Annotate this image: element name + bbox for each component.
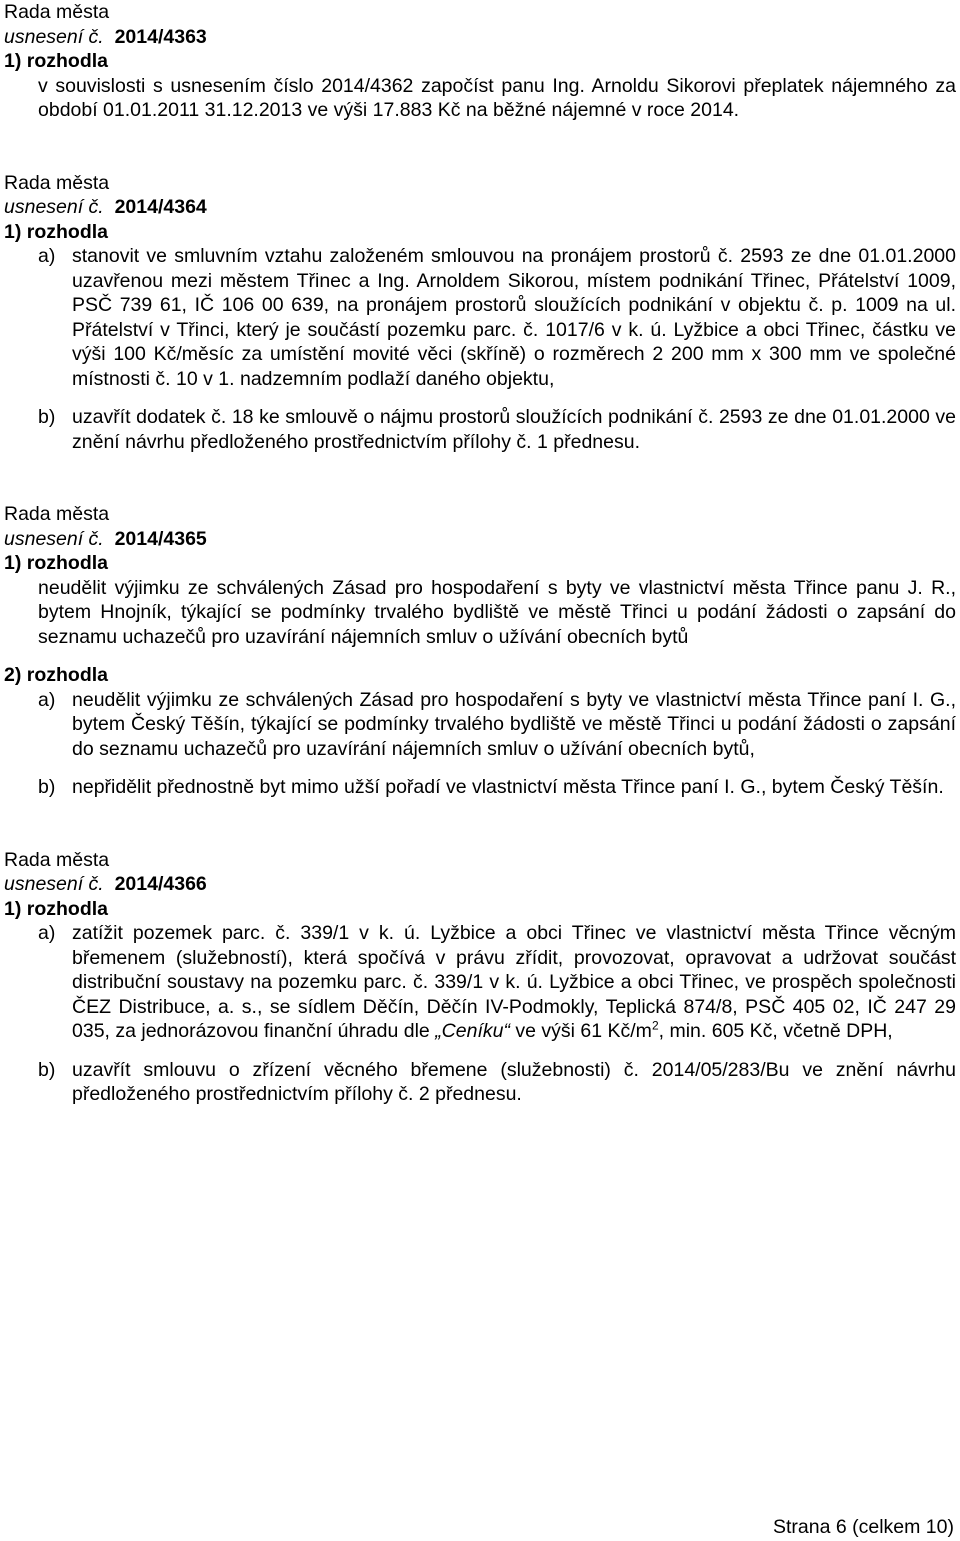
council-heading: Rada města (4, 503, 110, 525)
resolution-number-line (4, 872, 956, 897)
page-number-footer: Strana 6 (celkem 10) (773, 1516, 954, 1538)
item-text: uzavřít dodatek č. 18 ke smlouvě o nájmu prostorů sloužících podnikání č. 2593 ze dne 01.01.2000 ve znění návrhu předloženého prostřednictvím přílohy č. 1 přednesu. (72, 406, 956, 453)
resolution-label: usnesení č. (4, 196, 104, 218)
council-heading: Rada města (4, 171, 110, 194)
resolution-block (4, 502, 956, 800)
resolution-number: 2014/4363 (114, 25, 207, 48)
item-label: b) (38, 1058, 56, 1081)
resolution-label: usnesení č. (4, 873, 104, 895)
decision-heading: 1) rozhodla (4, 220, 109, 243)
resolution-number: 2014/4365 (114, 527, 207, 550)
decision-item-a (4, 244, 956, 391)
resolution-label: usnesení č. (4, 25, 104, 48)
resolution-block (4, 848, 956, 1107)
resolution-block (4, 0, 956, 123)
resolution-number: 2014/4366 (114, 873, 207, 895)
item-text: nepřidělit přednostně byt mimo užší pořadí ve vlastnictví města Třince paní I. G., bytem Český Těšín. (72, 776, 944, 798)
decision-item-b (4, 775, 956, 800)
resolution-number-line (4, 25, 956, 50)
item-label: a) (38, 688, 56, 711)
decision-item-a (4, 688, 956, 762)
decision-heading: 1) rozhodla (4, 552, 109, 574)
resolution-number-line (4, 527, 956, 552)
superscript: 2 (651, 1018, 659, 1033)
decision-text: v souvislosti s usnesením číslo 2014/4362 započíst panu Ing. Arnoldu Sikorovi přeplatek nájemného za období 01.01.2011 31.12.2013 ve výši 17.883 Kč na běžné nájemné v roce 2014. (38, 74, 956, 121)
item-text-italic: „Ceníku“ (435, 1020, 510, 1042)
decision-item-b (4, 1058, 956, 1107)
decision-heading: 2) rozhodla (4, 664, 109, 686)
resolution-number: 2014/4364 (114, 196, 207, 218)
item-text: uzavřít smlouvu o zřízení věcného břemene (služebnosti) č. 2014/05/283/Bu ve znění návrhu předloženého prostřednictvím přílohy č. 2 přednesu. (72, 1058, 956, 1105)
item-text-part: zatížit pozemek parc. č. 339/1 v k. ú. Lyžbice a obci Třinec ve vlastnictví města Třince věcným břemenem (služebností), která spočívá v právu zřídit, provozovat, opravovat a udržovat součást distribuční soustavy na pozemku parc. č. 339/1 v k. ú. Lyžbice a obci Třinec, ve prospěch společnosti ČEZ Distribuce, a. s., se sídlem Děčín, Děčín IV-Podmokly, Teplická 874/8, PSČ 405 02, IČ 247 29 035, za jednorázovou finanční úhradu dle (72, 922, 956, 1042)
council-heading: Rada města (4, 1, 110, 23)
item-text-part: , min. 605 Kč, včetně DPH, (658, 1020, 893, 1042)
decision-text: neudělit výjimku ze schválených Zásad pro hospodaření s byty ve vlastnictví města Třince panu J. R., bytem Hnojník, týkající se podmínky trvalého bydliště ve městě Třinci u podání žádosti o zapsání do seznamu uchazečů pro uzavírání nájemních smluv o užívání obecních bytů (38, 576, 956, 648)
item-label: b) (38, 776, 56, 798)
item-label: a) (38, 245, 56, 267)
resolution-block (4, 171, 956, 455)
decision-heading: 1) rozhodla (4, 50, 109, 72)
item-text: neudělit výjimku ze schválených Zásad pro hospodaření s byty ve vlastnictví města Třince paní I. G., bytem Český Těšín, týkající se podmínky trvalého bydliště ve městě Třinci u podání žádosti o zapsání do seznamu uchazečů pro uzavírání nájemních smluv o užívání obecních bytů, (72, 688, 956, 760)
council-heading: Rada města (4, 848, 110, 871)
decision-item-a (4, 921, 956, 1044)
item-text (72, 921, 956, 1044)
resolution-number-line (4, 195, 956, 220)
item-label: a) (38, 922, 56, 944)
decision-item-b (4, 405, 956, 454)
document-page (4, 0, 956, 1107)
item-text-part: ve výši 61 Kč/m (509, 1020, 652, 1042)
decision-heading: 1) rozhodla (4, 897, 109, 920)
item-label: b) (38, 406, 56, 428)
item-text: stanovit ve smluvním vztahu založeném smlouvou na pronájem prostorů č. 2593 ze dne 01.01.2000 uzavřenou mezi městem Třinec a Ing. Arnoldem Sikorou, místem podnikání Třinec, Přátelství 1009, PSČ 739 61, IČ 106 00 639, na pronájem prostorů sloužících podnikání v objektu č. p. 1009 na ul. Přátelství v Třinci, který je součástí pozemku parc. č. 1017/6 v k. ú. Lyžbice a obci Třinec, částku ve výši 100 Kč/měsíc za umístění movité věci (skříně) o rozměrech 2 200 mm x 300 mm ve společné místnosti č. 10 v 1. nadzemním podlaží daného objektu, (72, 245, 956, 390)
resolution-label: usnesení č. (4, 527, 104, 550)
